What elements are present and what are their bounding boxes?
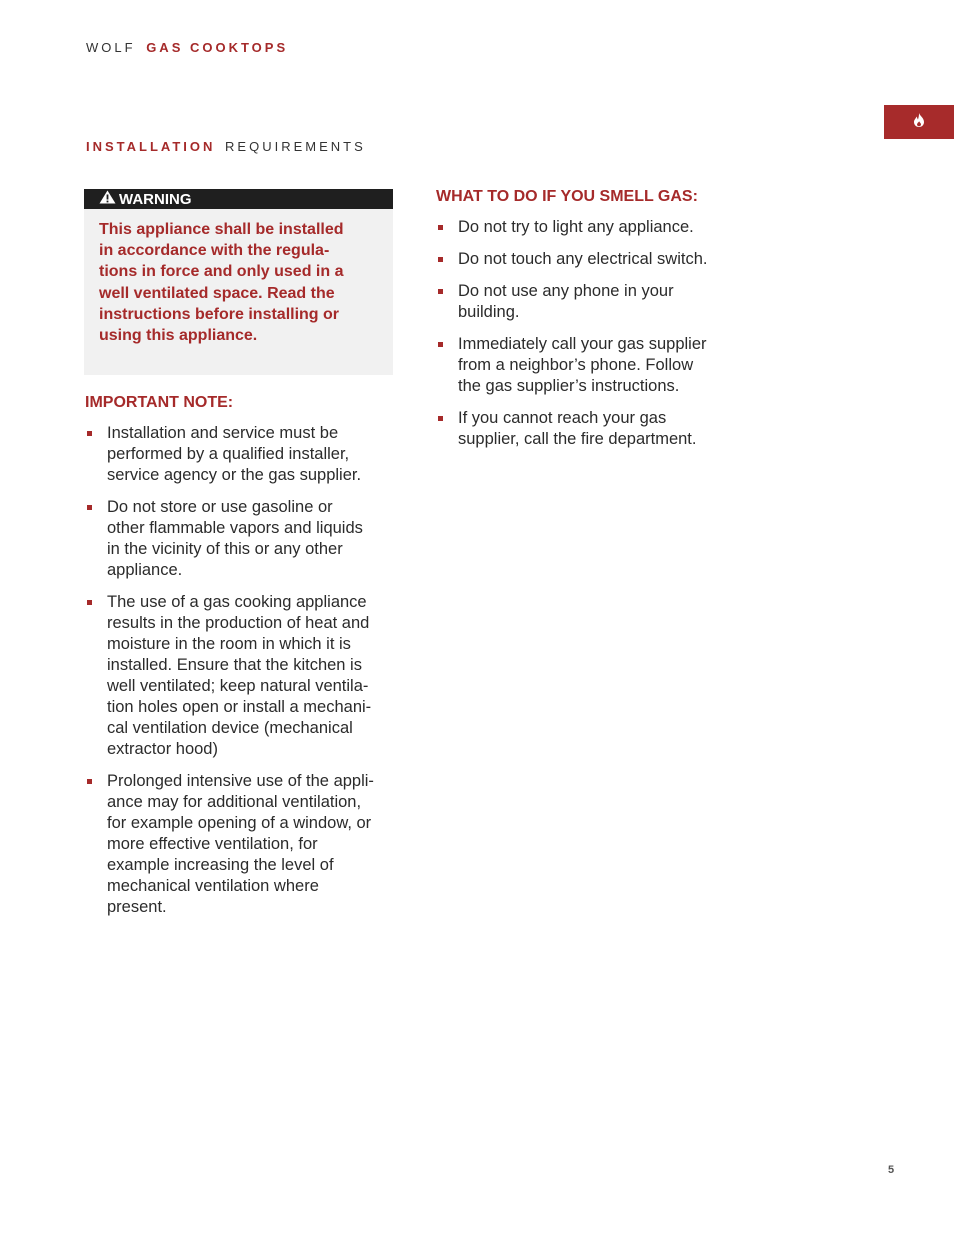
running-header <box>86 40 288 55</box>
header-brand: WOLF <box>86 40 136 55</box>
list-item-line: supplier, call the fire department. <box>458 430 697 448</box>
list-item <box>436 408 766 450</box>
warning-triangle-icon <box>99 190 119 208</box>
section-tab <box>884 105 954 139</box>
warning-line: using this appliance. <box>99 327 258 345</box>
list-item-line: moisture in the room in which it is <box>107 635 351 653</box>
warning-line: in accordance with the regula- <box>99 242 330 260</box>
list-item-line: Do not store or use gasoline or <box>107 498 333 516</box>
list-item-line: If you cannot reach your gas <box>458 409 667 427</box>
warning-label: WARNING <box>119 190 192 208</box>
bullet-square-icon <box>438 342 443 347</box>
important-note-heading: IMPORTANT NOTE: <box>85 394 234 411</box>
section-title <box>86 139 366 154</box>
warning-line: well ventilated space. Read the <box>99 284 335 302</box>
list-item-line: more effective ventilation, for <box>107 835 318 853</box>
bullet-square-icon <box>438 416 443 421</box>
list-item-line: performed by a qualified installer, <box>107 445 350 463</box>
list-item <box>85 592 415 760</box>
list-item-line: present. <box>107 898 167 916</box>
list-item-line: ance may for additional ventilation, <box>107 793 362 811</box>
list-item-line: Do not touch any electrical switch. <box>458 250 708 268</box>
list-item <box>436 334 766 397</box>
smell-gas-heading: WHAT TO DO IF YOU SMELL GAS: <box>436 188 698 205</box>
list-item-line: Prolonged intensive use of the appli- <box>107 772 374 790</box>
bullet-square-icon <box>87 779 92 784</box>
list-item-line: other flammable vapors and liquids <box>107 519 363 537</box>
list-item <box>85 497 415 581</box>
list-item-line: tion holes open or install a mechani- <box>107 698 372 716</box>
warning-bar <box>84 189 393 209</box>
list-item <box>85 771 415 918</box>
list-item <box>436 281 766 323</box>
list-item-line: building. <box>458 303 520 321</box>
bullet-square-icon <box>87 431 92 436</box>
list-item-line: Do not use any phone in your <box>458 282 674 300</box>
list-item-line: from a neighbor’s phone. Follow <box>458 356 694 374</box>
warning-box <box>84 189 393 375</box>
list-item-line: service agency or the gas supplier. <box>107 466 362 484</box>
page-number: 5 <box>888 1164 895 1176</box>
section-title-main: INSTALLATION <box>86 139 216 154</box>
warning-line: This appliance shall be installed <box>99 221 344 238</box>
header-product: GAS COOKTOPS <box>146 40 289 55</box>
warning-line: instructions before installing or <box>99 305 340 323</box>
bullet-square-icon <box>438 225 443 230</box>
list-item <box>436 217 766 238</box>
warning-line: tions in force and only used in a <box>99 263 344 281</box>
warning-text <box>84 209 393 375</box>
bullet-square-icon <box>438 289 443 294</box>
list-item <box>85 423 415 486</box>
list-item-line: results in the production of heat and <box>107 614 370 632</box>
bullet-square-icon <box>87 600 92 605</box>
list-item-line: extractor hood) <box>107 740 218 758</box>
list-item <box>436 249 766 270</box>
smell-gas-list <box>436 217 766 461</box>
section-title-sub: REQUIREMENTS <box>225 139 366 154</box>
list-item-line: for example opening of a window, or <box>107 814 372 832</box>
list-item-line: mechanical ventilation where <box>107 877 319 895</box>
list-item-line: installed. Ensure that the kitchen is <box>107 656 362 674</box>
list-item-line: cal ventilation device (mechanical <box>107 719 353 737</box>
flame-icon <box>913 113 925 132</box>
list-item-line: The use of a gas cooking appliance <box>107 593 367 611</box>
list-item-line: well ventilated; keep natural ventila- <box>107 677 369 695</box>
list-item-line: the gas supplier’s instructions. <box>458 377 680 395</box>
list-item-line: Installation and service must be <box>107 424 339 442</box>
bullet-square-icon <box>87 505 92 510</box>
list-item-line: in the vicinity of this or any other <box>107 540 343 558</box>
list-item-line: Do not try to light any appliance. <box>458 218 694 236</box>
list-item-line: Immediately call your gas supplier <box>458 335 707 353</box>
bullet-square-icon <box>438 257 443 262</box>
list-item-line: example increasing the level of <box>107 856 334 874</box>
important-note-list <box>85 423 415 929</box>
list-item-line: appliance. <box>107 561 183 579</box>
